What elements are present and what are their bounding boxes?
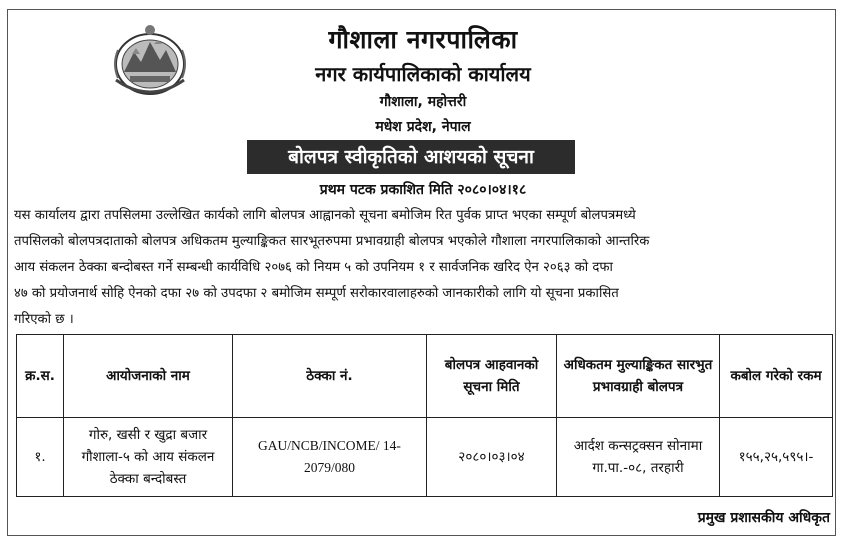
- header-best-bid: अधिकतम मुल्याङ्किकत सारभुत प्रभावग्राही बोलपत्र: [557, 335, 720, 418]
- notice-body-line: यस कार्यालय द्वारा तपसिलमा उल्लेखित कार्यको लागि बोलपत्र आह्वानको सूचना बमोजिम रित पुर्वक प्राप्त भएका सम्पूर्ण बोलपत्रमध्ये: [14, 208, 636, 223]
- bid-table: [16, 334, 833, 497]
- notice-body-line: तपसिलको बोलपत्रदाताको बोलपत्र अधिकतम मुल्याङ्किकत सारभूतरुपमा प्रभावग्राही बोलपत्र भएकोले गौशाला नगरपालिकाको आन्तरिक: [14, 234, 650, 249]
- header-bid-notice-date: बोलपत्र आहवानको सूचना मिति: [427, 335, 557, 418]
- province-name: मधेश प्रदेश, नेपाल: [375, 119, 471, 135]
- cell-project: गोरु, खसी र खुद्रा बजार गौशाला-५ को आय संकलन ठेक्का बन्दोबस्त: [64, 418, 233, 497]
- notice-body-line: आय संकलन ठेक्का बन्दोबस्त गर्ने सम्बन्धी कार्यविधि २०७६ को नियम ५ को उपनियम १ र सार्वजनिक खरिद ऐन २०६३ को दफा: [14, 260, 613, 275]
- header-project: आयोजनाको नाम: [64, 335, 233, 418]
- signoff-title: प्रमुख प्रशासकीय अधिकृत: [697, 510, 830, 526]
- office-name: नगर कार्यपालिकाको कार्यालय: [315, 62, 531, 86]
- header-contract: ठेक्का नं.: [233, 335, 427, 418]
- header-sn: क्र.स.: [17, 335, 64, 418]
- header-amount: कबोल गरेको रकम: [720, 335, 833, 418]
- notice-title: बोलपत्र स्वीकृतिको आशयको सूचना: [247, 140, 575, 174]
- cell-best-bid: आर्दश कन्सट्रक्सन सोनामा गा.पा.-०८, तरहारी: [557, 418, 720, 497]
- cell-sn: १.: [17, 418, 64, 497]
- notice-body: [14, 203, 832, 333]
- office-location: गौशाला, महोत्तरी: [379, 94, 467, 110]
- municipality-name: गौशाला नगरपालिका: [328, 25, 518, 54]
- cell-contract: GAU/NCB/INCOME/ 14-2079/080: [233, 418, 427, 497]
- table-header-row: [17, 335, 833, 418]
- cell-amount: १५५,२५,५९५।-: [720, 418, 833, 497]
- cell-bid-notice-date: २०८०।०३।०४: [427, 418, 557, 497]
- notice-body-line: ४७ को प्रयोजनार्थ सोहि ऐनको दफा २७ को उपदफा २ बमोजिम सम्पूर्ण सरोकारवालाहरुको जानकारीको लागि यो सूचना प्रकासित: [14, 286, 619, 301]
- notice-body-line: गरिएको छ ।: [14, 312, 74, 327]
- first-published-date: प्रथम पटक प्रकाशित मिति २०८०।०४।१८: [319, 182, 527, 198]
- table-row: [17, 418, 833, 497]
